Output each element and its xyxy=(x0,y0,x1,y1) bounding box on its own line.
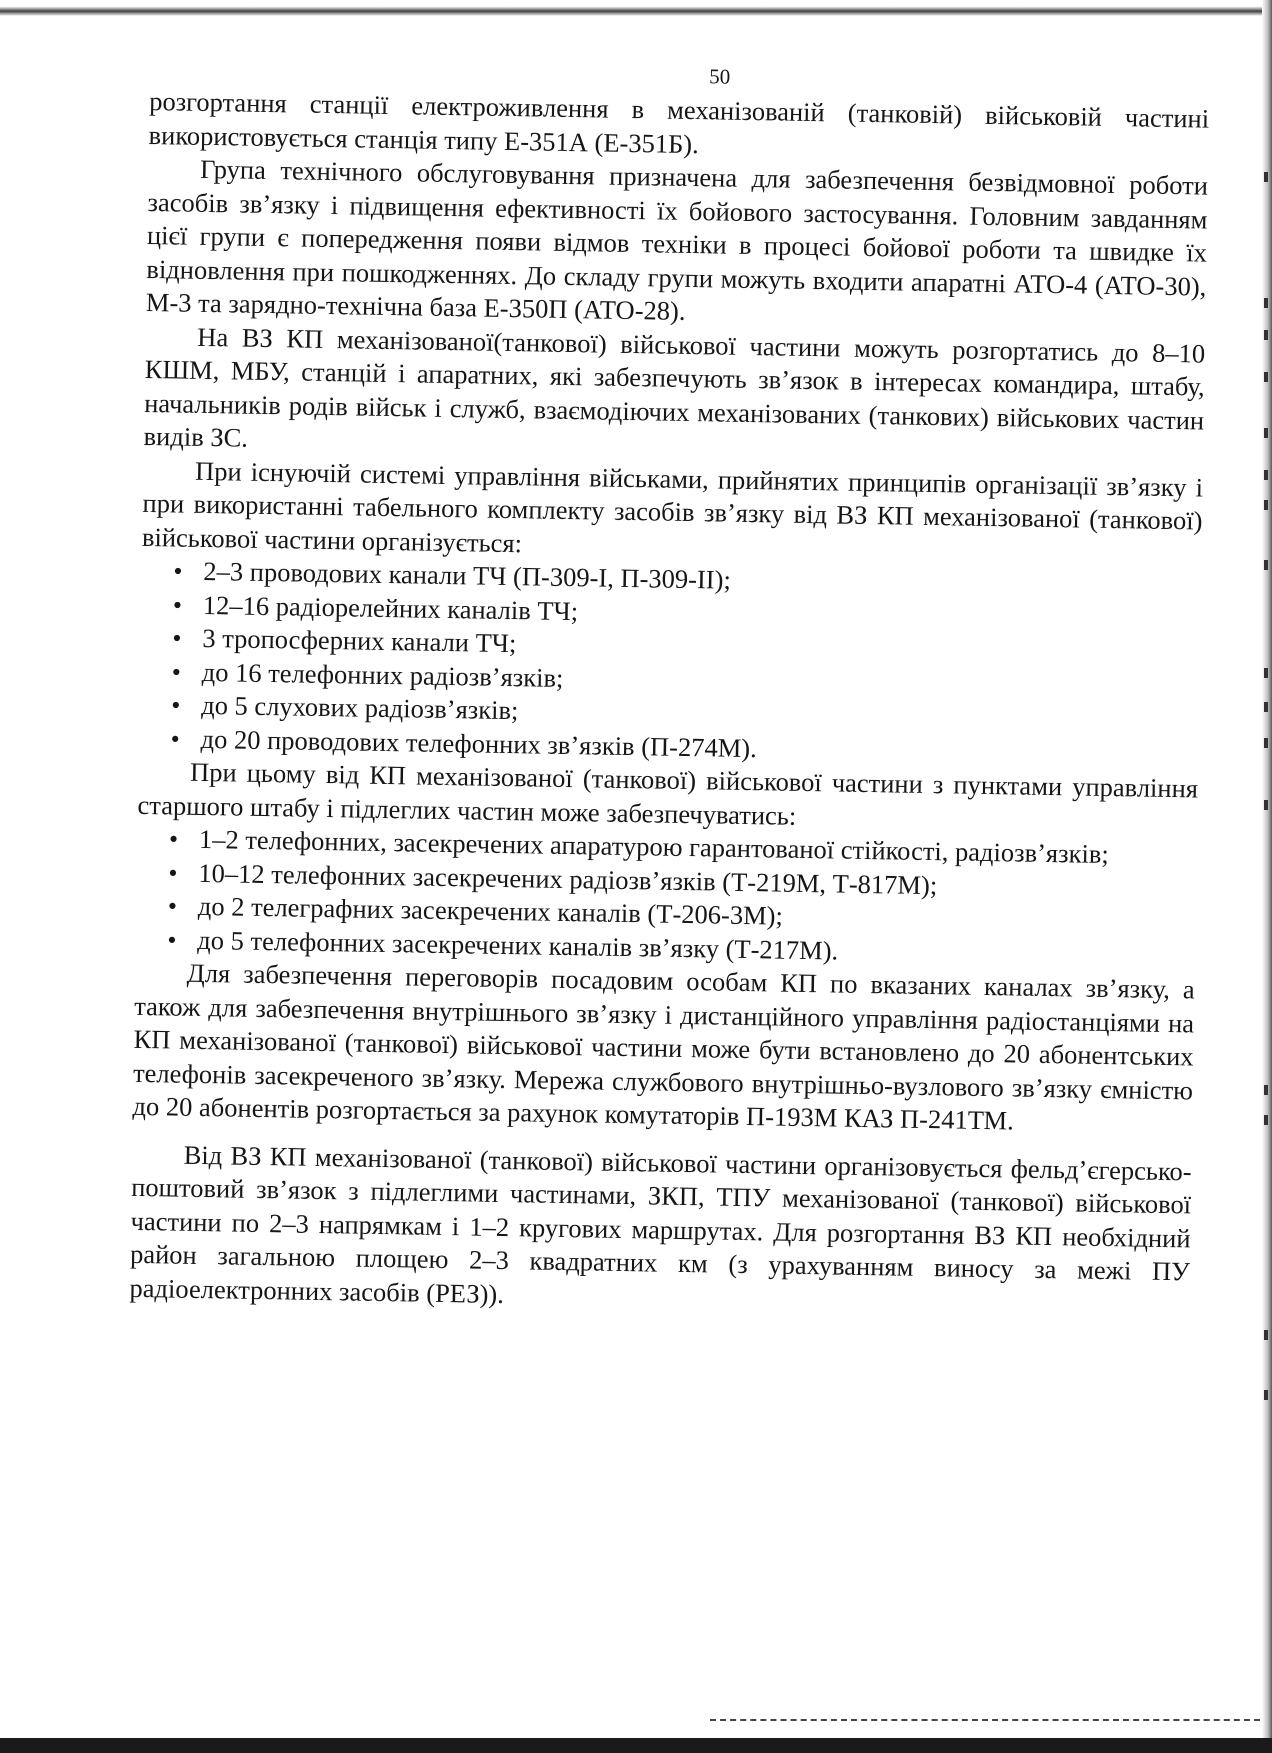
list-item: • 1–2 телефонних, засекречених апаратурою гарантованої стійкості, радіозв’язків; xyxy=(169,822,1197,873)
list-item: • до 2 телеграфних засекречених каналів (Т-206-3М); xyxy=(168,889,1196,940)
paragraph: розгортання станції електроживлення в механізованій (танковій) військовій частині використовується станція типу Е-351А (Е-351Б). xyxy=(148,85,1210,159)
paragraph: Для забезпечення переговорів посадовим особам КП по вказаних каналах зв’язку, а також для забезпечення внутрішнього зв’язку і дистанційного управління радіостанціями на КП механізованої (танкової) військової частини може бути встановлено до 20 абонентських телефонів засекреченого зв’язку. Мережа службового внутрішньо-вузлового зв’язку ємністю до 20 абонентів розгортається за рахунок комутаторів П-193М КАЗ П-241ТМ. xyxy=(132,957,1195,1136)
bullet-list xyxy=(135,822,1197,974)
scan-top-paper xyxy=(60,0,1272,6)
list-item: • до 20 проводових телефонних зв’язків (П-274М). xyxy=(170,722,1198,773)
list-item: • 12–16 радіорелейних каналів ТЧ; xyxy=(173,588,1201,639)
paragraph: На ВЗ КП механізованої(танкової) військової частини можуть розгортатись до 8–10 КШМ, МБУ, станцій і апаратних, які забезпечують зв’язок в інтересах командира, штабу, начальників родів військ і служб, взаємодіючих механізованих (танкових) військових частин видів ЗС. xyxy=(143,321,1206,453)
scan-margin-marks xyxy=(1262,0,1272,1753)
list-item: • 2–3 проводових канали ТЧ (П-309-I, П-309-II); xyxy=(173,554,1201,605)
paragraph: Від ВЗ КП механізованої (танкової) військової частини організовується фельд’єгерсько-поштовий зв’язок з підлеглими частинами, ЗКП, ТПУ механізованої (танкової) військової частини по 2–3 напрямкам і 1–2 кругових маршрутах. Для розгортання ВЗ КП необхідний район загальною площею 2–3 квадратних км (з урахуванням виносу за межі ПУ радіоелектронних засобів (РЕЗ)). xyxy=(129,1139,1192,1309)
paragraph: При цьому від КП механізованої (танкової) військової частини з пунктами управління старшого штабу і підлеглих частин може забезпечуватись: xyxy=(137,756,1199,831)
list-item: • 3 тропосферних канали ТЧ; xyxy=(172,621,1200,672)
page-number: 50 xyxy=(709,64,731,89)
document-page xyxy=(129,55,1210,1322)
scan-bottom-edge xyxy=(0,1738,1272,1753)
list-item: • до 5 телефонних засекречених каналів зв’язку (Т-217М). xyxy=(167,923,1195,974)
bullet-list xyxy=(138,554,1201,773)
paragraph: При існуючій системі управління військами, прийнятих принципів організації зв’язку і при використанні табельного комплекту засобів зв’язку від ВЗ КП механізованої (танкової) військової частини організується: xyxy=(141,455,1204,558)
scan-dash-line xyxy=(710,1719,1260,1723)
list-item: • 10–12 телефонних засекречених радіозв’язків (Т-219М, Т-817М); xyxy=(168,856,1196,907)
paragraph: Група технічного обслуговування призначена для забезпечення безвідмовної роботи засобів зв’язку і підвищення ефективності їх бойового застосування. Головним завданням цієї групи є попередження появи відмов техніки в процесі бойової роботи та швидке їх відновлення при пошкодженнях. До складу групи можуть входити апаратні АТО-4 (АТО-30), М-3 та зарядно-технічна база Е-350П (АТО-28). xyxy=(145,153,1209,326)
list-item: • до 16 телефонних радіозв’язків; xyxy=(172,655,1200,706)
list-item: • до 5 слухових радіозв’язків; xyxy=(171,688,1199,739)
